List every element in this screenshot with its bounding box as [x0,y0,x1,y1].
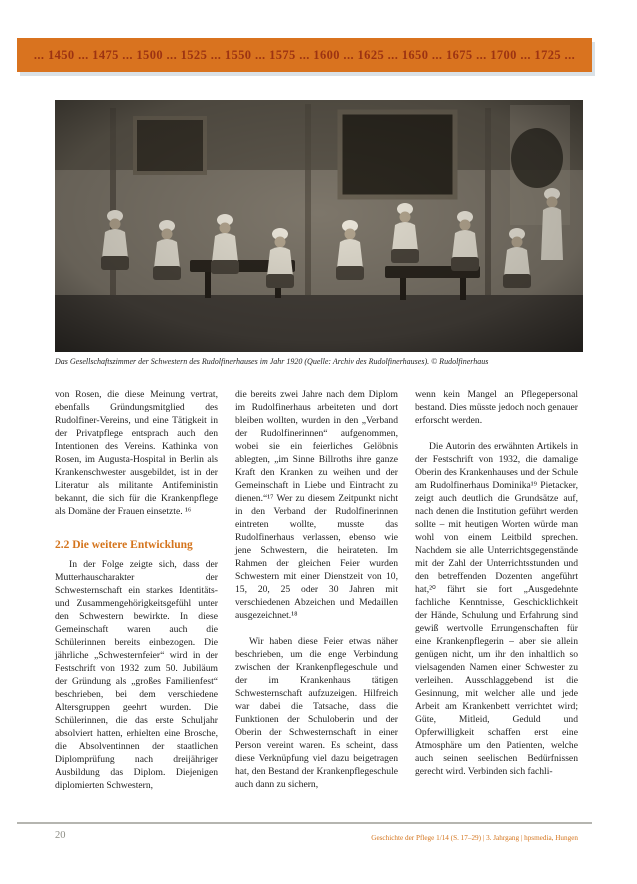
text-column-3 [415,388,578,792]
paragraph: die bereits zwei Jahre nach dem Diplom im Rudolfinerhaus arbeiteten und dort bleiben wollten, wurden in den „Verband der Rudolfinerinnen“ aufgenommen, wobei sie ein feierliches Gelöbnis ablegten, „im Sinne Billroths ihre ganze Kraft den Kranken zu weihen und der Gemeinschaft in Liebe und Eintracht zu dienen.“¹⁷ Wer zu diesem Zeitpunkt nicht in den Verband der Rudolfinerinnen eintreten wollte, musste das Rudolfinerhaus verlassen, ebenso wie jene Schwestern, die heirateten. Im Rahmen der gleichen Feier wurden Schwestern mit einer Dienstzeit von 10, 15, 20, 25 oder 30 Jahren mit verschiedenen Abzeichen und Medaillen ausgezeichnet.¹⁸ [235,389,398,621]
photo-caption: Das Gesellschaftszimmer der Schwestern des Rudolfinerhauses im Jahr 1920 (Quelle: Archiv des Rudolfinerhauses). © Rudolfinerhaus [55,357,489,366]
paragraph: In der Folge zeigte sich, dass der Mutterhauscharakter der Schwesternschaft ein starkes Identitäts- und Zusammengehörigkeitsgefühl unter den Schwestern bewirkte. In diese Gemeinschaft waren auch die Schülerinnen bereits einbezogen. Die jährliche „Schwesternfeier“ wird in der Festschrift von 1932 zum 50. Jubiläum der Gründung als „großes Familienfest“ beschrieben, bei dem verschiedene Altersgruppen geehrt wurden. Die Schülerinnen, die das erste Schuljahr absolviert hatten, erhielten eine Brosche, die Absolventinnen der staatlichen Diplomprüfung nach dreijähriger Ausbildung das Diplom. Diejenigen diplomierten Schwestern, [55,559,218,791]
paragraph: Wir haben diese Feier etwas näher beschrieben, um die enge Verbindung zwischen der Krankenpflegeschule und der im Krankenhaus tätigen Schwesternschaft aufzuzeigen. Hilfreich war dabei die Tatsache, dass die Funktionen der Schuloberin und der Oberin der Schwesternschaft in einer Person vereint waren. Es scheint, dass diese Verknüpfung viel dazu beigetragen hat, den Bestand der Krankenpflegeschule auch dann zu sichern, [235,636,398,790]
page-number: 20 [55,830,66,841]
historical-photo-illustration [55,100,583,352]
paragraph: von Rosen, die diese Meinung vertrat, ebenfalls Gründungsmitglied des Rudolfiner-Vereins, und eine Tätigkeit in der Privatpflege entsprach auch den Intentionen des Vereins. Kathinka von Rosen, im Augusta-Hospital in Berlin als Krankenschwester ausgebildet, ist in der Literatur als militante Antifeministin bekannt, die sich für die Krankenpflege als Domäne der Frauen einsetzte. ¹⁶ [55,389,218,517]
section-heading: 2.2 Die weitere Entwicklung [55,539,193,551]
footer-journal-info: Geschichte der Pflege 1/14 (S. 17–29) | 3. Jahrgang | hpsmedia, Hungen [371,834,578,842]
timeline-years: ... 1450 ... 1475 ... 1500 ... 1525 ... 1550 ... 1575 ... 1600 ... 1625 ... 1650 ... 1675 ... 1700 ... 1725 ... [33,47,576,62]
text-column-1 [55,388,218,792]
paragraph: wenn kein Mangel an Pflegepersonal bestand. Dies müsste jedoch noch genauer erforscht werden. [415,389,578,426]
article-body [55,388,578,792]
footer-divider [17,822,592,824]
historical-photo [55,100,583,352]
text-column-2 [235,388,398,792]
paragraph: Die Autorin des erwähnten Artikels in der Festschrift von 1932, die damalige Oberin des Krankenhauses und der Schule am Rudolfinerhaus Dominika¹⁹ Pietacker, zeigt auch deutlich die Grundsätze auf, nach denen die Institution geführt werden sollte – mit heutigen Worten würde man wohl von einem Leitbild sprechen. Nachdem sie alle Unterrichtsgegenstände mit der Zahl der Unterrichtsstunden und den betreffenden Dozenten angeführt hat,²⁰ fährt sie fort „Ausgedehnte fachliche Kenntnisse, Geschicklichkeit der Hände, Schulung und Erfahrung sind gewiß wertvolle Errungenschaften für eine Krankenpflegerin – aber sie allein genügen nicht, um ihr den inhaltlich so vielsagenden Namen einer Schwester zu verleihen. Ausschlaggebend ist die Gesinnung, mit welcher alle und jede Arbeit am Krankenbett verrichtet wird; Güte, Mitleid, Geduld und Opferwilligkeit schaffen erst eine Atmosphäre um den Patienten, welche auch seinen seelischen Bedürfnissen gerecht wird. Verbinden sich fachli- [415,441,578,777]
timeline-header-bar [17,38,592,72]
